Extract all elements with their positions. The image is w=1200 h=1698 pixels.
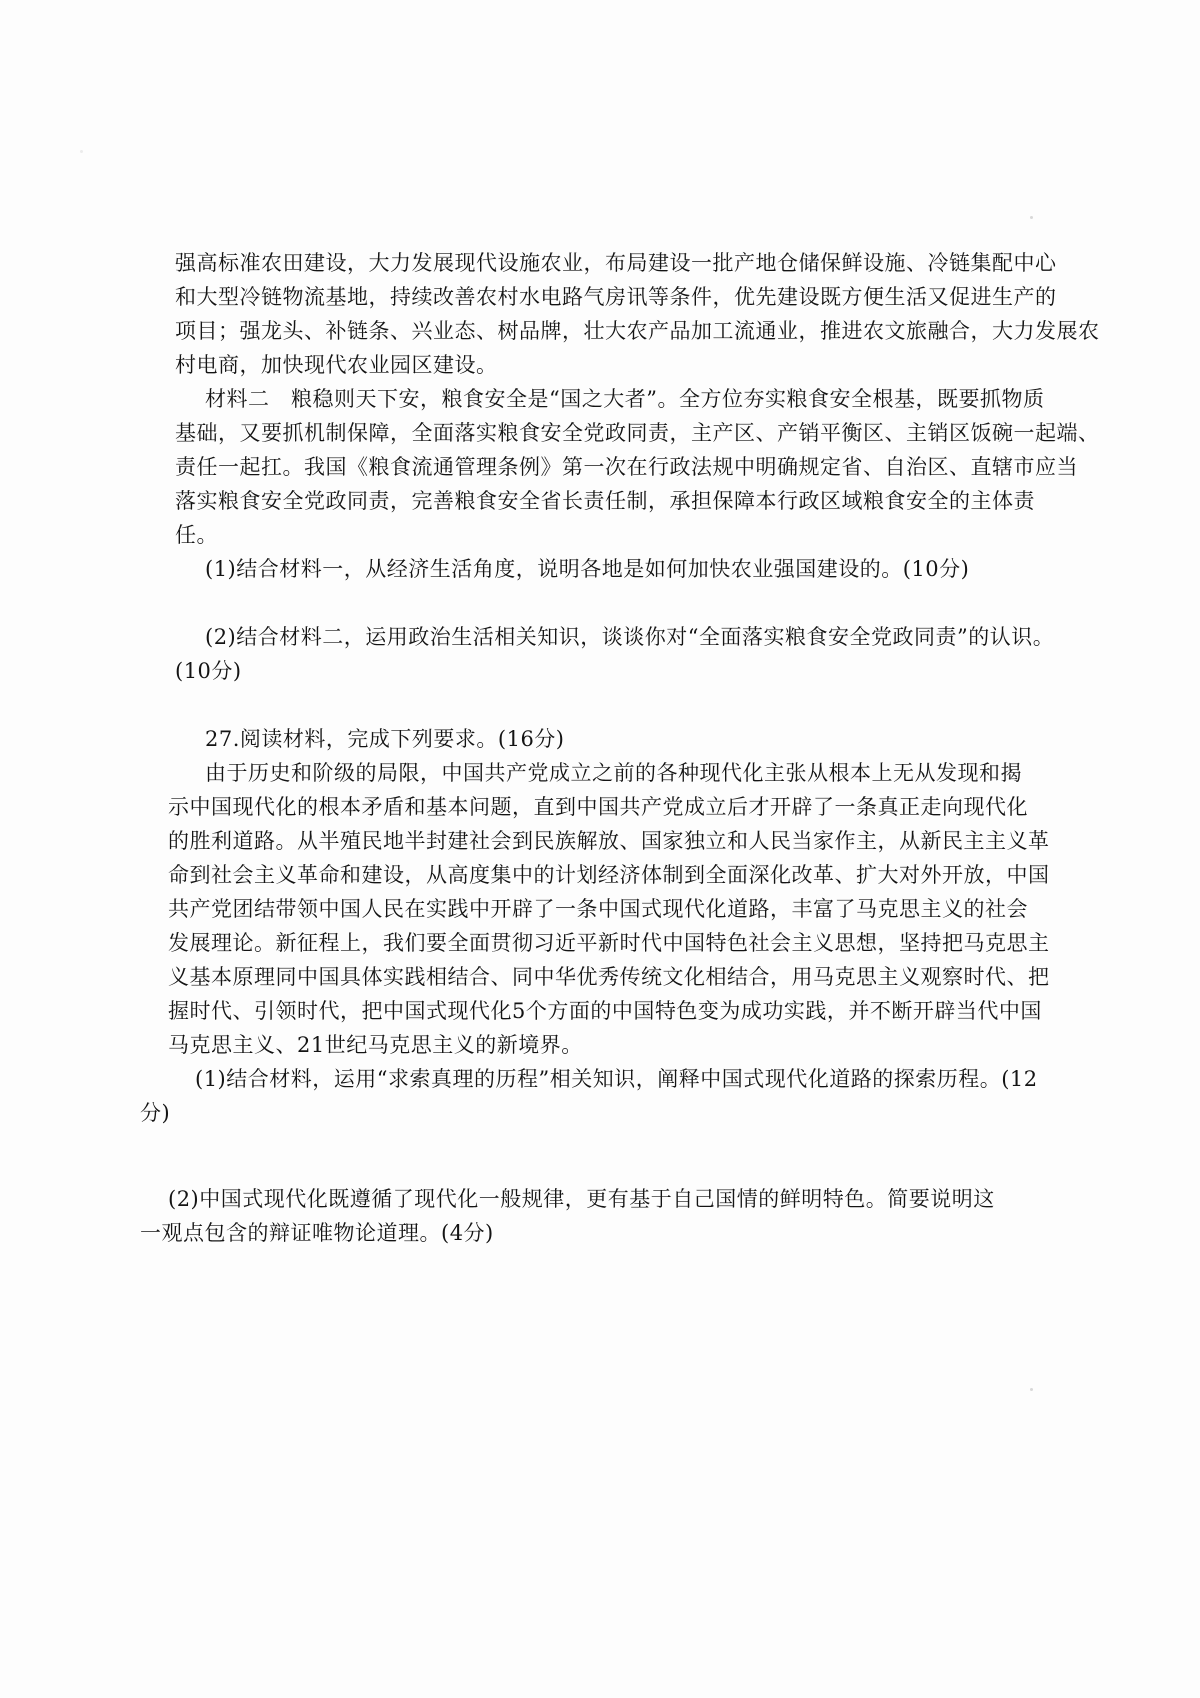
question-26-part-1: (1)结合材料一，从经济生活角度，说明各地是如何加快农业强国建设的。(10分): [205, 557, 970, 581]
paragraph-line: 的胜利道路。从半殖民地半封建社会到民族解放、国家独立和人民当家作主，从新民主主义革: [168, 829, 1050, 853]
paragraph-line: 马克思主义、21世纪马克思主义的新境界。: [168, 1033, 583, 1057]
question-line: 分): [140, 1101, 171, 1125]
scan-speck: [1030, 216, 1033, 219]
paragraph-line: 由于历史和阶级的局限，中国共产党成立之前的各种现代化主张从根本上无从发现和揭: [205, 761, 1022, 785]
paragraph-line: 和大型冷链物流基地，持续改善农村水电路气房讯等条件，优先建设既方便生活又促进生产的: [175, 285, 1057, 309]
question-line: (1)结合材料，运用“求索真理的历程”相关知识，阐释中国式现代化道路的探索历程。(12: [195, 1067, 1038, 1091]
question-line: (2)中国式现代化既遵循了现代化一般规律，更有基于自己国情的鲜明特色。简要说明这: [168, 1187, 995, 1211]
paragraph-line: 握时代、引领时代，把中国式现代化5个方面的中国特色变为成功实践，并不断开辟当代中国: [168, 999, 1042, 1023]
paragraph-line: 发展理论。新征程上，我们要全面贯彻习近平新时代中国特色社会主义思想，坚持把马克思主: [168, 931, 1050, 955]
question-line: 一观点包含的辩证唯物论道理。(4分): [140, 1221, 494, 1245]
paragraph-line: 村电商，加快现代农业园区建设。: [175, 353, 498, 377]
paragraph-line: 义基本原理同中国具体实践相结合、同中华优秀传统文化相结合，用马克思主义观察时代、把: [168, 965, 1050, 989]
paragraph-line: 任。: [175, 523, 218, 547]
paragraph-line: 责任一起扛。我国《粮食流通管理条例》第一次在行政法规中明确规定省、自治区、直辖市应当: [175, 455, 1078, 479]
paragraph-line: 项目；强龙头、补链条、兴业态、树品牌，壮大农产品加工流通业，推进农文旅融合，大力发展农: [175, 319, 1100, 343]
paragraph-line: 材料二 粮稳则天下安，粮食安全是“国之大者”。全方位夯实粮食安全根基，既要抓物质: [205, 387, 1045, 411]
paragraph-line: 基础，又要抓机制保障，全面落实粮食安全党政同责，主产区、产销平衡区、主销区饭碗一起端、: [175, 421, 1100, 445]
scan-speck: [80, 150, 83, 153]
paragraph-line: 共产党团结带领中国人民在实践中开辟了一条中国式现代化道路，丰富了马克思主义的社会: [168, 897, 1028, 921]
paragraph-line: 强高标准农田建设，大力发展现代设施农业，布局建设一批产地仓储保鲜设施、冷链集配中心: [175, 251, 1057, 275]
question-line: (10分): [175, 659, 242, 683]
question-line: (2)结合材料二，运用政治生活相关知识，谈谈你对“全面落实粮食安全党政同责”的认识。: [205, 625, 1055, 649]
scan-speck: [1030, 1388, 1033, 1391]
question-27-title: 27.阅读材料，完成下列要求。(16分): [205, 727, 565, 751]
paragraph-line: 命到社会主义革命和建设，从高度集中的计划经济体制到全面深化改革、扩大对外开放，中国: [168, 863, 1050, 887]
paragraph-line: 示中国现代化的根本矛盾和基本问题，直到中国共产党成立后才开辟了一条真正走向现代化: [168, 795, 1028, 819]
paragraph-line: 落实粮食安全党政同责，完善粮食安全省长责任制，承担保障本行政区域粮食安全的主体责: [175, 489, 1035, 513]
